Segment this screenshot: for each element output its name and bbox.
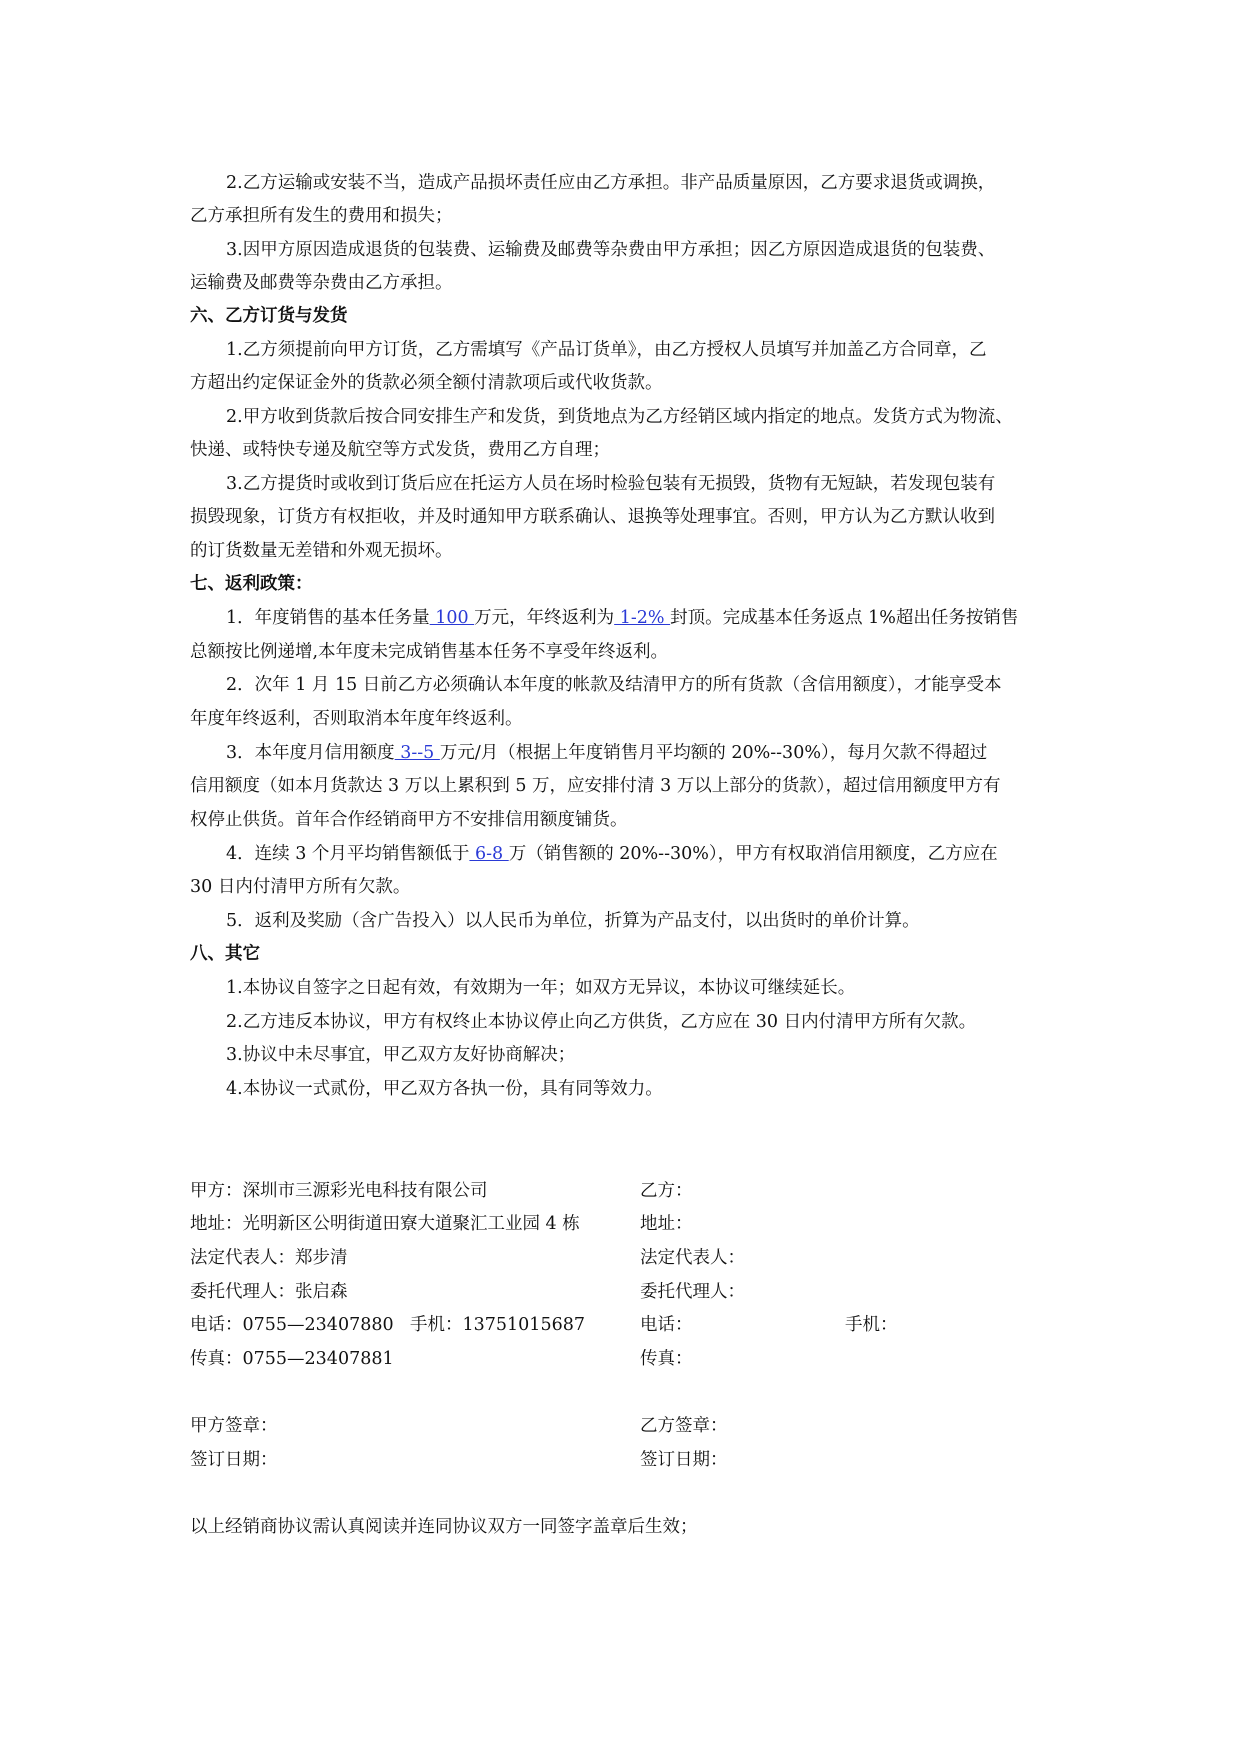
paragraph: 年度年终返利，否则取消本年度年终返利。 [190, 709, 523, 729]
party-b-phone: 电话： [640, 1315, 693, 1335]
paragraph: 总额按比例递增,本年度未完成销售基本任务不享受年终返利。 [190, 642, 669, 662]
paragraph: 权停止供货。首年合作经销商甲方不安排信用额度铺货。 [190, 810, 628, 830]
text: 4．连续 3 个月平均销售额低于 [226, 844, 470, 864]
filled-value: 3--5 [394, 743, 440, 763]
text: 万（销售额的 20%--30%），甲方有权取消信用额度，乙方应在 [508, 844, 998, 864]
party-a-mobile: 手机：13751015687 [410, 1315, 585, 1335]
paragraph: 5．返利及奖励（含广告投入）以人民币为单位，折算为产品支付，以出货时的单价计算。 [226, 911, 920, 931]
party-b-name: 乙方： [640, 1181, 693, 1201]
paragraph: 2.乙方运输或安装不当，造成产品损坏责任应由乙方承担。非产品质量原因，乙方要求退货或调换， [226, 173, 996, 193]
paragraph [226, 742, 987, 764]
party-a-legal-rep: 法定代表人：郑步清 [190, 1248, 348, 1268]
paragraph: 30 日内付清甲方所有欠款。 [190, 877, 411, 897]
section-heading: 八、其它 [190, 944, 260, 964]
paragraph: 2．次年 1 月 15 日前乙方必须确认本年度的帐款及结清甲方的所有货款（含信用额度），才能享受本 [226, 675, 1002, 695]
paragraph: 快递、或特快专递及航空等方式发货，费用乙方自理； [190, 440, 610, 460]
paragraph: 乙方承担所有发生的费用和损失； [190, 206, 453, 226]
party-b-fax: 传真： [640, 1349, 693, 1369]
party-a-date: 签订日期： [190, 1450, 278, 1470]
party-a-address: 地址：光明新区公明街道田寮大道聚汇工业园 4 栋 [190, 1214, 580, 1234]
filled-value: 1-2% [614, 608, 671, 628]
paragraph: 2.乙方违反本协议，甲方有权终止本协议停止向乙方供货，乙方应在 30 日内付清甲方所有欠款。 [226, 1012, 977, 1032]
paragraph: 1.乙方须提前向甲方订货，乙方需填写《产品订货单》，由乙方授权人员填写并加盖乙方合同章，乙 [226, 340, 987, 360]
text: 3．本年度月信用额度 [226, 743, 395, 763]
party-a-phone: 电话：0755—23407880 [190, 1315, 394, 1335]
filled-value: 6-8 [469, 844, 509, 864]
party-b-mobile: 手机： [845, 1315, 898, 1335]
text: 封顶。完成基本任务返点 1%超出任务按销售 [670, 608, 1019, 628]
section-heading: 七、返利政策： [190, 574, 313, 594]
party-b-seal: 乙方签章： [640, 1416, 728, 1436]
paragraph [226, 843, 998, 865]
paragraph: 3.因甲方原因造成退货的包装费、运输费及邮费等杂费由甲方承担；因乙方原因造成退货的包装费、 [226, 240, 996, 260]
paragraph: 方超出约定保证金外的货款必须全额付清款项后或代收货款。 [190, 373, 663, 393]
party-a-seal: 甲方签章： [190, 1416, 278, 1436]
paragraph: 信用额度（如本月货款达 3 万以上累积到 5 万，应安排付清 3 万以上部分的货款），超过信用额度甲方有 [190, 776, 1001, 796]
paragraph: 1.本协议自签字之日起有效，有效期为一年；如双方无异议，本协议可继续延长。 [226, 978, 856, 998]
paragraph: 的订货数量无差错和外观无损坏。 [190, 541, 453, 561]
party-a-fax: 传真：0755—23407881 [190, 1349, 394, 1369]
paragraph: 4.本协议一式贰份，甲乙双方各执一份，具有同等效力。 [226, 1079, 663, 1099]
section-heading: 六、乙方订货与发货 [190, 306, 348, 326]
paragraph: 损毁现象，订货方有权拒收，并及时通知甲方联系确认、退换等处理事宜。否则，甲方认为乙方默认收到 [190, 507, 995, 527]
paragraph: 3.乙方提货时或收到订货后应在托运方人员在场时检验包装有无损毁，货物有无短缺，若发现包装有 [226, 474, 996, 494]
paragraph: 运输费及邮费等杂费由乙方承担。 [190, 273, 453, 293]
party-b-date: 签订日期： [640, 1450, 728, 1470]
party-a-name: 甲方：深圳市三源彩光电科技有限公司 [190, 1181, 488, 1201]
text: 万元，年终返利为 [474, 608, 615, 628]
party-b-agent: 委托代理人： [640, 1282, 745, 1302]
party-b-address: 地址： [640, 1214, 693, 1234]
text: 万元/月（根据上年度销售月平均额的 20%--30%），每月欠款不得超过 [439, 743, 988, 763]
footer-note: 以上经销商协议需认真阅读并连同协议双方一同签字盖章后生效； [190, 1517, 698, 1537]
paragraph [226, 607, 1018, 629]
text: 1．年度销售的基本任务量 [226, 608, 430, 628]
paragraph: 2.甲方收到货款后按合同安排生产和发货，到货地点为乙方经销区域内指定的地点。发货方式为物流、 [226, 407, 1013, 427]
paragraph: 3.协议中未尽事宜，甲乙双方友好协商解决； [226, 1045, 576, 1065]
filled-value: 100 [429, 608, 475, 628]
party-b-legal-rep: 法定代表人： [640, 1248, 745, 1268]
party-a-agent: 委托代理人：张启森 [190, 1282, 348, 1302]
